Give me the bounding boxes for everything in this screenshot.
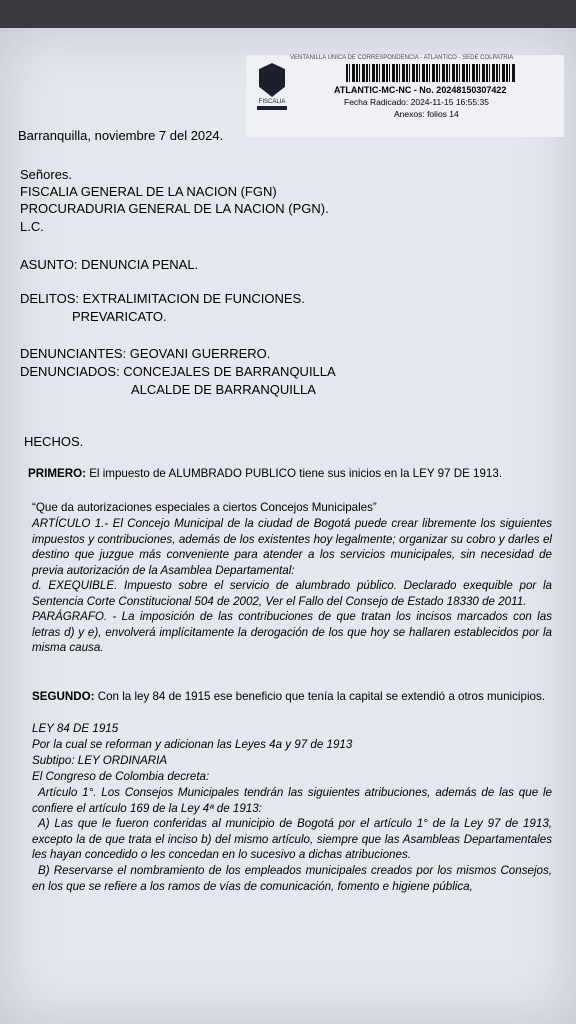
recipient-line: L.C. — [20, 219, 44, 234]
accused-line: ALCALDE DE BARRANQUILLA — [131, 382, 316, 397]
stamp-annexes: Anexos: folios 14 — [394, 109, 459, 119]
law-decree: El Congreso de Colombia decreta: — [32, 770, 210, 783]
shield-icon — [259, 63, 285, 97]
article-1-text: Artículo 1°. Los Consejos Municipales tendrán las siguientes atribuciones, además de las que le confiere el artículo 169 de la Ley 4ª de 1913: — [32, 786, 552, 815]
crimes-line: DELITOS: EXTRALIMITACION DE FUNCIONES. — [20, 291, 305, 306]
accused-line: DENUNCIADOS: CONCEJALES DE BARRANQUILLA — [20, 364, 336, 379]
stamp-number: ATLANTIC-MC-NC - No. 20248150307422 — [334, 85, 507, 95]
subject-line: ASUNTO: DENUNCIA PENAL. — [20, 257, 199, 272]
paragrafo-text: PARÁGRAFO. - La imposición de las contribuciones de que tratan los incisos marcados con las letras d) y e), envolverá implícitamente la derogación de los que hoy se hallaren establecidos por la misma causa. — [32, 610, 552, 654]
fiscalia-logo: FISCALIA — [252, 63, 292, 127]
date-line: Barranquilla, noviembre 7 del 2024. — [18, 128, 224, 143]
complainants-line: DENUNCIANTES: GEOVANI GUERRERO. — [20, 346, 271, 361]
item-b-text: B) Reservarse el nombramiento de los empleados municipales creados por los mismos Consejos, en los que se refiere a los ramos de vías de comunicación, fomento e higiene pública, — [32, 864, 552, 893]
filing-stamp — [246, 55, 564, 137]
recipient-line: PROCURADURIA GENERAL DE LA NACION (PGN). — [20, 201, 329, 216]
segundo-paragraph: SEGUNDO: Con la ley 84 de 1915 ese beneficio que tenía la capital se extendió a otros municipios. — [32, 690, 545, 703]
crimes-line: PREVARICATO. — [72, 309, 167, 324]
article-text: ARTÍCULO 1.- El Concejo Municipal de la ciudad de Bogotá puede crear libremente los siguientes impuestos y contribuciones, además de los existentes hoy legalmente; organizar su cobro y darles el destino que juzgue más conveniente para atender a los servicios municipales, sin necesidad de previa autorización de la Asamblea Departamental: — [32, 517, 552, 577]
barcode-icon — [346, 64, 516, 82]
recipient-line: Señores. — [20, 167, 73, 182]
law-quote: “Que da autorizaciones especiales a ciertos Concejos Municipales” — [32, 501, 377, 514]
stamp-header: VENTANILLA UNICA DE CORRESPONDENCIA - ATLANTICO - SEDE COLPATRIA — [290, 55, 514, 61]
recipient-line: FISCALIA GENERAL DE LA NACION (FGN) — [20, 184, 277, 199]
stamp-date: Fecha Radicado: 2024-11-15 16:55:35 — [344, 97, 489, 107]
facts-heading: HECHOS. — [24, 434, 84, 449]
law-subtype: Subtipo: LEY ORDINARIA — [32, 754, 168, 767]
item-a-text: A) Las que le fueron conferidas al municipio de Bogotá por el artículo 1° de la Ley 97 de 1913, excepto la de que trata el inciso b) del mismo artículo, siempre que las Asambleas Departamentales les hayan concedido o les concedan en lo sucesivo a dichas atribuciones. — [32, 817, 552, 861]
law-subtitle: Por la cual se reforman y adicionan las Leyes 4a y 97 de 1913 — [32, 738, 353, 751]
inciso-d-text: d. EXEQUIBLE. Impuesto sobre el servicio de alumbrado público. Declarado exequible por la Sentencia Corte Constitucional 504 de 2002, Ver el Fallo del Consejo de Estado 18330 de 2011. — [32, 579, 552, 608]
primero-paragraph: PRIMERO: El impuesto de ALUMBRADO PUBLICO tiene sus inicios en la LEY 97 DE 1913. — [28, 467, 503, 480]
law-title: LEY 84 DE 1915 — [32, 722, 119, 735]
